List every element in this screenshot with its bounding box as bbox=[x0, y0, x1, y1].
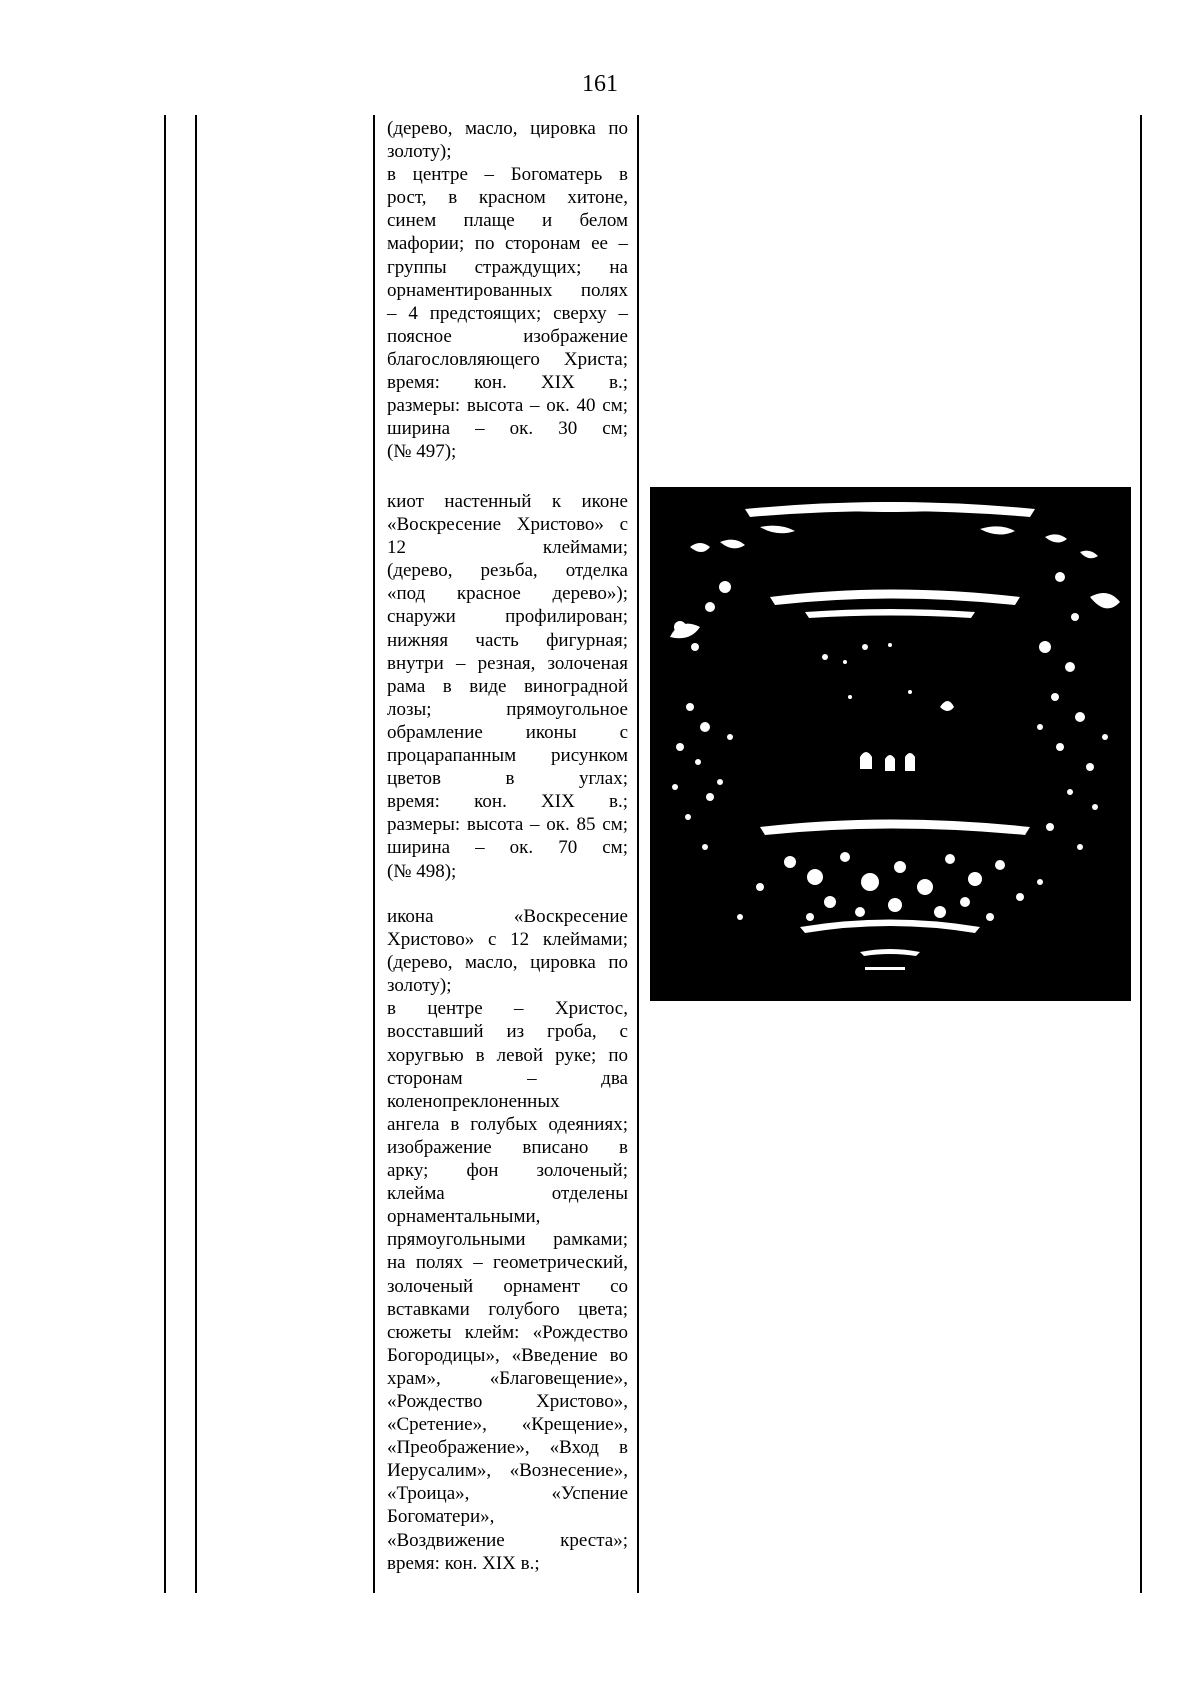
text-line: поясное изображение bbox=[387, 325, 628, 347]
text-line: время: кон. XIX в.; bbox=[387, 372, 628, 394]
table-column-divider-1 bbox=[195, 115, 197, 1593]
entry-icon-497 bbox=[387, 117, 628, 463]
text-line: арку; фон золоченый; bbox=[387, 1160, 628, 1182]
text-line: «под красное дерево»); bbox=[387, 583, 628, 605]
text-line: золоту); bbox=[387, 975, 452, 997]
entry-kiot-498 bbox=[387, 490, 628, 883]
text-line: Богоматери», bbox=[387, 1506, 495, 1528]
text-line: вставками голубого цвета; bbox=[387, 1298, 628, 1320]
text-line: размеры: высота – ок. 40 см; bbox=[387, 395, 628, 417]
text-line: храм», «Благовещение», bbox=[387, 1367, 628, 1389]
text-line: 12 клеймами; bbox=[387, 537, 628, 559]
table-border-left bbox=[164, 115, 166, 1593]
text-line: лозы; прямоугольное bbox=[387, 698, 628, 720]
text-line: (№ 497); bbox=[387, 441, 457, 463]
table-column-divider-3 bbox=[637, 115, 639, 1593]
text-line: ангела в голубых одеяниях; bbox=[387, 1113, 628, 1135]
text-line: «Воскресение Христово» с bbox=[387, 514, 628, 536]
text-line: (дерево, масло, цировка по bbox=[387, 952, 628, 974]
text-line: изображение вписано в bbox=[387, 1136, 628, 1158]
text-line: «Преображение», «Вход в bbox=[387, 1437, 628, 1459]
text-line: в центре – Богоматерь в bbox=[387, 164, 628, 186]
text-line: клейма отделены bbox=[387, 1183, 628, 1205]
text-line: киот настенный к иконе bbox=[387, 491, 628, 512]
kiot-photo-image bbox=[650, 487, 1131, 1001]
text-line: хоругвью в левой руке; по bbox=[387, 1044, 628, 1066]
text-line: (№ 498); bbox=[387, 860, 457, 882]
text-line: сторонам – два bbox=[387, 1067, 628, 1089]
text-line: рост, в красном хитоне, bbox=[387, 187, 628, 209]
text-line: благословляющего Христа; bbox=[387, 348, 628, 370]
text-line: снаружи профилирован; bbox=[387, 606, 628, 628]
text-line: внутри – резная, золоченая bbox=[387, 652, 628, 674]
text-line: обрамление иконы с bbox=[387, 721, 628, 743]
text-line: цветов в углах; bbox=[387, 768, 628, 790]
text-line: Богородицы», «Введение во bbox=[387, 1344, 628, 1366]
text-line: «Воздвижение креста»; bbox=[387, 1529, 628, 1551]
text-line: группы страждущих; на bbox=[387, 256, 628, 278]
text-line: мафории; по сторонам ее – bbox=[387, 233, 628, 255]
text-line: икона «Воскресение bbox=[387, 906, 628, 927]
text-line: прямоугольными рамками; bbox=[387, 1229, 628, 1251]
text-line: (дерево, резьба, отделка bbox=[387, 560, 628, 582]
text-line: орнаментированных полях bbox=[387, 279, 628, 301]
text-line: рама в виде виноградной bbox=[387, 675, 628, 697]
kiot-photo bbox=[650, 487, 1131, 1001]
table-border-right bbox=[1140, 115, 1142, 1593]
text-line: золоченый орнамент со bbox=[387, 1275, 628, 1297]
text-line: «Троица», «Успение bbox=[387, 1483, 628, 1505]
text-line: в центре – Христос, bbox=[387, 998, 628, 1020]
text-line: золоту); bbox=[387, 141, 452, 163]
text-line: – 4 предстоящих; сверху – bbox=[387, 302, 628, 324]
text-line: нижняя часть фигурная; bbox=[387, 629, 628, 651]
entry-icon-resurrection bbox=[387, 905, 628, 1575]
page-number: 161 bbox=[582, 71, 618, 97]
text-line: Иерусалим», «Вознесение», bbox=[387, 1460, 628, 1482]
text-line: восставший из гроба, с bbox=[387, 1021, 628, 1043]
text-line: орнаментальными, bbox=[387, 1206, 541, 1228]
text-line: Христово» с 12 клеймами; bbox=[387, 929, 628, 951]
text-line: сюжеты клейм: «Рождество bbox=[387, 1321, 628, 1343]
text-line: ширина – ок. 30 см; bbox=[387, 418, 628, 440]
text-line: «Рождество Христово», bbox=[387, 1390, 628, 1412]
text-line: синем плаще и белом bbox=[387, 210, 628, 232]
text-line: время: кон. XIX в.; bbox=[387, 791, 628, 813]
text-line: коленопреклоненных bbox=[387, 1090, 560, 1112]
text-line: (дерево, масло, цировка по bbox=[387, 118, 628, 139]
table-column-divider-2 bbox=[373, 115, 375, 1593]
text-line: ширина – ок. 70 см; bbox=[387, 837, 628, 859]
text-line: процарапанным рисунком bbox=[387, 745, 628, 767]
text-line: на полях – геометрический, bbox=[387, 1252, 628, 1274]
text-line: время: кон. XIX в.; bbox=[387, 1552, 540, 1574]
text-line: «Сретение», «Крещение», bbox=[387, 1414, 628, 1436]
text-line: размеры: высота – ок. 85 см; bbox=[387, 814, 628, 836]
